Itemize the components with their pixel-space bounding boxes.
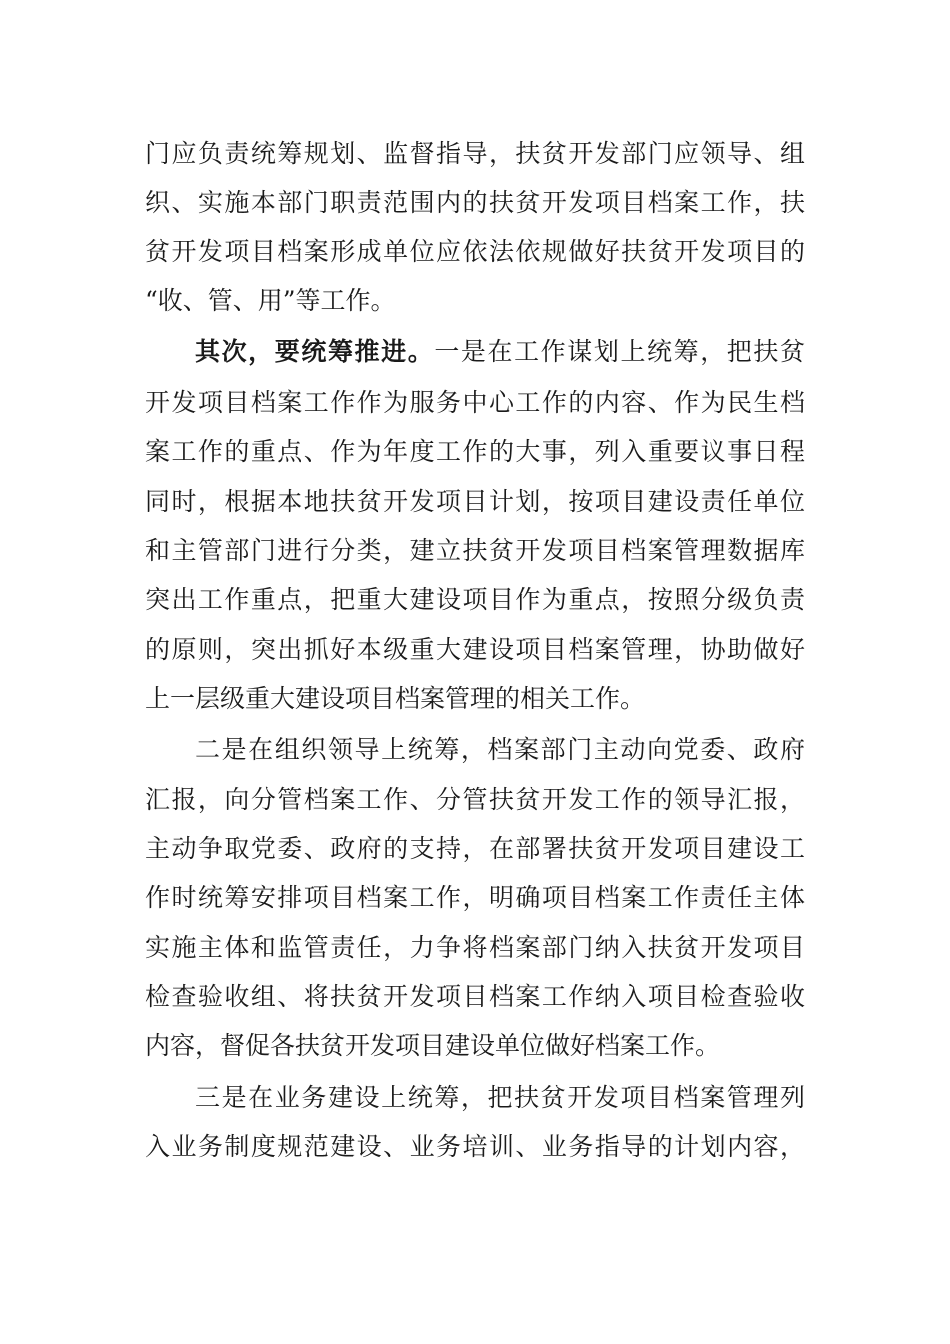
text-line: 作时统筹安排项目档案工作，明确项目档案工作责任主体 [145,883,805,912]
text-line: 和主管部门进行分类，建立扶贫开发项目档案管理数据库 [145,536,805,565]
text-line: 主动争取党委、政府的支持，在部署扶贫开发项目建设工 [145,834,805,863]
text-line: 三是在业务建设上统筹，把扶贫开发项目档案管理列 [195,1083,805,1112]
text-line: 开发项目档案工作作为服务中心工作的内容、作为民生档 [145,388,805,417]
text-line: 的原则，突出抓好本级重大建设项目档案管理，协助做好 [145,635,805,664]
text-line: 汇报，向分管档案工作、分管扶贫开发工作的领导汇报， [145,785,805,814]
text-line: 突出工作重点，把重大建设项目作为重点，按照分级负责 [145,585,805,614]
text-line: 内容，督促各扶贫开发项目建设单位做好档案工作。 [145,1031,721,1060]
bold-heading: 其次，要统筹推进。 [195,337,435,366]
text-line: “收、管、用”等工作。 [145,286,396,315]
text-line: 织、实施本部门职责范围内的扶贫开发项目档案工作，扶 [145,188,805,217]
text-line: 二是在组织领导上统筹，档案部门主动向党委、政府 [195,735,805,764]
text-line: 实施主体和监管责任，力争将档案部门纳入扶贫开发项目 [145,933,805,962]
text-line: 检查验收组、将扶贫开发项目档案工作纳入项目检查验收 [145,982,805,1011]
heading-continuation: 一是在工作谋划上统筹，把扶贫 [434,337,805,366]
text-line: 同时，根据本地扶贫开发项目计划，按项目建设责任单位 [145,487,805,516]
text-line: 入业务制度规范建设、业务培训、业务指导的计划内容， [145,1132,805,1161]
text-line: 贫开发项目档案形成单位应依法依规做好扶贫开发项目的 [145,237,805,266]
text-line: 门应负责统筹规划、监督指导，扶贫开发部门应领导、组 [145,139,805,168]
text-line: 上一层级重大建设项目档案管理的相关工作。 [145,684,646,713]
paragraph-heading-line [195,332,805,372]
text-line: 案工作的重点、作为年度工作的大事，列入重要议事日程 [145,437,805,466]
